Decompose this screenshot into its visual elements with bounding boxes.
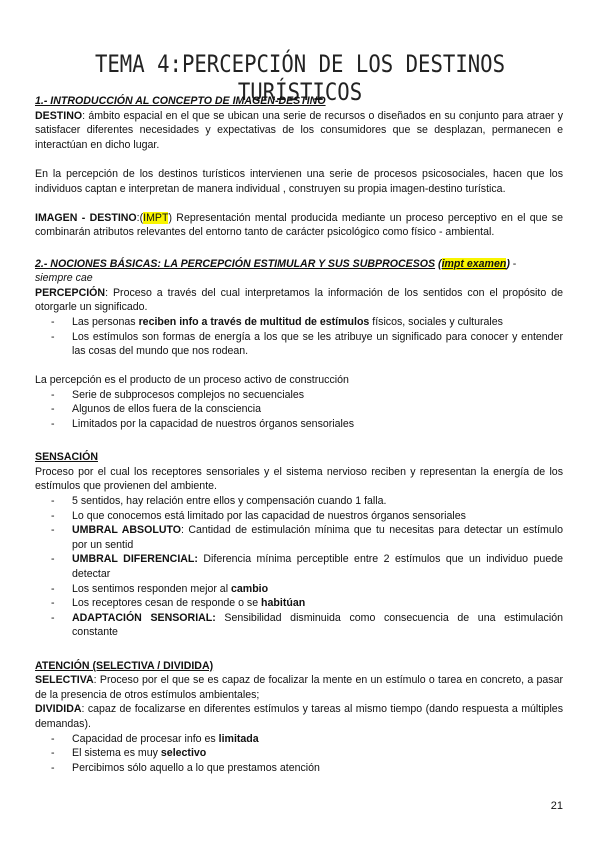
list-item bbox=[51, 596, 563, 611]
list-item-text: Los receptores cesan de responde o se bbox=[72, 597, 262, 610]
list-item-text: Sensibilidad disminuida como consecuencia de una estimulación constante bbox=[72, 611, 563, 639]
selectiva-term: SELECTIVA bbox=[35, 674, 94, 687]
list-item bbox=[51, 552, 563, 581]
dividida-term: DIVIDIDA bbox=[35, 703, 82, 716]
section-2-heading: 2.- NOCIONES BÁSICAS: LA PERCEPCIÓN ESTIMULAR Y SUS SUBPROCESOS bbox=[35, 257, 436, 270]
section-2-heading-line bbox=[35, 257, 563, 272]
list-item bbox=[51, 523, 563, 552]
selectiva-text: : Proceso por el que se es capaz de focalizar la mente en un estímulo o tarea en concreto, a pasar de la presencia de otros estímulos ambientales; bbox=[35, 674, 563, 701]
list-item: - Los estímulos son formas de energía a los que se les atribuye un significado para conocer y entender las cosas del mundo que nos rodean. bbox=[51, 330, 563, 359]
dividida-definition bbox=[35, 702, 563, 731]
list-item: - Algunos de ellos fuera de la consciencia bbox=[51, 402, 563, 417]
percepcion-text: : Proceso a través del cual interpretamos la información de los sentidos con el propósito de otorgarle un significado. bbox=[35, 286, 563, 314]
list-item-text: Diferencia mínima perceptible entre 2 estímulos que un individuo puede detectar bbox=[72, 553, 563, 580]
list-item-text: Los sentimos responden mejor al bbox=[72, 582, 231, 595]
list-item-bold: cambio bbox=[231, 582, 269, 595]
list-item: - 5 sentidos, hay relación entre ellos y compensación cuando 1 falla. bbox=[51, 494, 563, 509]
list-item bbox=[51, 315, 563, 330]
list-item: - Lo que conocemos está limitado por las capacidad de nuestros órganos sensoriales bbox=[51, 509, 563, 524]
list-item-bold: limitada bbox=[218, 732, 259, 745]
destino-term: DESTINO bbox=[35, 109, 83, 122]
sensacion-paragraph: Proceso por el cual los receptores sensoriales y el sistema nervioso reciben y representan la energía de los estímulos que provienen del ambiente. bbox=[35, 465, 563, 493]
percepcion-definition bbox=[35, 286, 563, 315]
percepcion-destinos-paragraph: En la percepción de los destinos turísticos intervienen una serie de procesos psicosociales, hacen que los individuos captan e interpretan de manera individual , construyen su propia imagen-destino turística. bbox=[35, 167, 563, 195]
list-item-text: Capacidad de procesar info es bbox=[72, 732, 219, 745]
percepcion-list bbox=[35, 315, 563, 359]
destino-definition bbox=[35, 109, 563, 153]
heading-paren-open: ( bbox=[435, 257, 442, 270]
imagen-destino-definition bbox=[35, 211, 563, 240]
list-item bbox=[51, 582, 563, 597]
siempre-cae-note: siempre cae bbox=[35, 272, 93, 285]
heading-dash: - bbox=[509, 257, 517, 270]
list-item-bold: UMBRAL DIFERENCIAL: bbox=[72, 553, 198, 566]
destino-text: : ámbito espacial en el que se ubican una serie de recursos o diseñados en su conjunto para atraer y satisfacer diferentes necesidades y expectativas de los consumidores que se desplazan, permanecen e interactúan en dicho lugar. bbox=[35, 109, 563, 151]
document-body bbox=[35, 94, 563, 775]
list-item-text: físicos, sociales y culturales bbox=[369, 315, 503, 328]
imagen-destino-text: ) Representación mental producida mediante un proceso perceptivo en el que se combinarán atributos relevantes del entorno tanto de carácter psicológico como físico - ambiental. bbox=[35, 211, 563, 239]
list-item-bold: reciben info a través de multitud de estímulos bbox=[138, 315, 370, 328]
section-1-heading: 1.- INTRODUCCIÓN AL CONCEPTO DE IMAGEN-DESTINO bbox=[35, 95, 326, 107]
sensacion-list bbox=[35, 494, 563, 640]
imagen-destino-term: IMAGEN - DESTINO bbox=[35, 211, 137, 224]
page-title: TEMA 4:PERCEPCIÓN DE LOS DESTINOS TURÍSTICOS bbox=[94, 50, 506, 106]
percepcion-term: PERCEPCIÓN bbox=[35, 286, 106, 299]
sensacion-heading: SENSACIÓN bbox=[35, 451, 98, 464]
list-item-text: Las personas bbox=[72, 315, 139, 328]
subprocesos-list bbox=[35, 388, 563, 432]
list-item: - Serie de subprocesos complejos no secuenciales bbox=[51, 388, 563, 403]
selectiva-definition bbox=[35, 673, 563, 702]
atencion-heading: ATENCIÓN (SELECTIVA / DIVIDIDA) bbox=[35, 659, 214, 672]
impt-highlight: IMPT bbox=[143, 211, 169, 224]
list-item bbox=[51, 732, 563, 747]
heading-paren-close: ) bbox=[506, 257, 510, 270]
list-item-text: : Cantidad de estimulación mínima que tu necesitas para detectar un estímulo por un sentid bbox=[72, 524, 563, 551]
list-item: - Limitados por la capacidad de nuestros órganos sensoriales bbox=[51, 417, 563, 432]
atencion-list bbox=[35, 732, 563, 776]
dividida-text: : capaz de focalizarse en diferentes estímulos y tareas al mismo tiempo (dando respuesta a múltiples demandas). bbox=[35, 703, 563, 730]
imagen-paren-open: :( bbox=[136, 211, 144, 224]
list-item-bold: habitúan bbox=[261, 597, 306, 610]
list-item-bold: ADAPTACIÓN SENSORIAL: bbox=[72, 611, 216, 624]
impt-examen-highlight: impt examen bbox=[441, 257, 507, 270]
list-item-bold: UMBRAL ABSOLUTO bbox=[72, 524, 181, 537]
list-item: - Percibimos sólo aquello a lo que prestamos atención bbox=[51, 761, 563, 776]
list-item bbox=[51, 611, 563, 640]
list-item bbox=[51, 746, 563, 761]
list-item-text: El sistema es muy bbox=[72, 747, 161, 760]
percepcion-producto-paragraph: La percepción es el producto de un proceso activo de construcción bbox=[35, 374, 349, 387]
list-item-bold: selectivo bbox=[160, 747, 207, 760]
page-number: 21 bbox=[550, 800, 563, 812]
